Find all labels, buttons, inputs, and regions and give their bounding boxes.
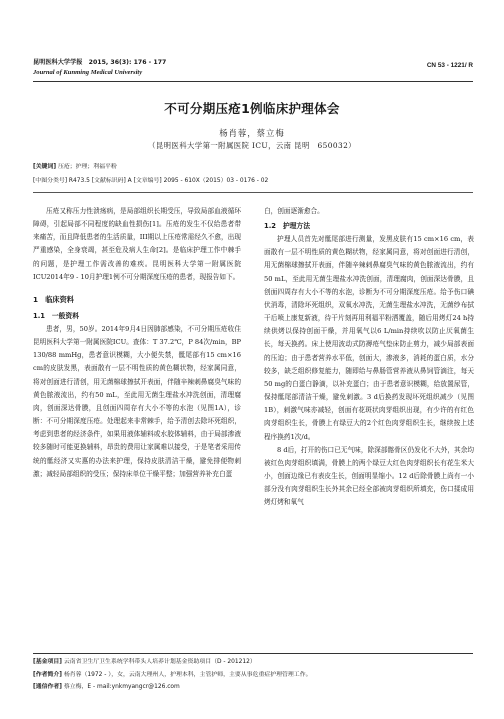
cn-code: CN 53 - 1221/ R [426,62,473,69]
footnote-line [33,681,473,694]
subsection-heading: 1.2 护理方法 [264,222,311,231]
footnote-divider [33,653,473,654]
subsection-heading: 1.1 一般资料 [33,311,80,320]
keywords-divider [33,192,473,193]
body-column-left [33,205,241,481]
section-heading: 1 临床资料 [33,294,74,304]
body-paragraph: 患者，男，50岁。2014年9月4日因肺部感染，不可分期压疮收住昆明医科大学第一附属医院ICU。查体：T 37.2℃，P 84次/min，BP 130/88 mmHg，患者意识模糊，大小便失禁，骶尾部有15 cm×16 cm的皮肤发黑，表面散有一层不明性质的黄色糊状物，经家属同意，将对创面进行清创，用无菌棉球擦拭开表面，伴随辛辣刺鼻腐臭气味的黄色脓液流出，约有50 mL，至此用无菌生理盐水冲洗创面，清理腐肉，创面深达骨膜，且创面四周存有大小不等的水泡（见图1A），诊断：不可分期深度压疮。处理起来非常棘手，给予清创去除坏死组织，考虑到患者的经济条件，如果用液体辅料或水胶体辅料，由于局部渗液较多随时可能更换辅料，昂贵的费用让家属难以接受，于是笔者采用传统的骶经济又实惠的办法来护理，保持皮肤清洁干燥，避免排便物刺激；减轻局部组织的受压；保持床单位干燥平整；加强营养补充白蛋 [33,324,241,478]
footnote-text: 蔡立梅，E - mail:ynkmyangcr@126.com [61,684,180,691]
footnote-line [33,669,473,682]
body-paragraph: 8 d后，打开的伤口已无气味，除深部髂骨区仍发化不大外，其余均被红色肉芽组织填满，骨膜上的两个绿豆大红色肉芽组织长有花生米大小，创面边缘已有表皮生长，创面明显缩小。12 d后除骨膜上尚有一小部分没有肉芽组织生长外其余已经全部被肉芽组织所填充，伤口揉成用烤灯烤和氧气 [264,445,474,507]
journal-title-en: Journal of Kunming Medical University [33,69,143,76]
classification-line: [中图分类号] R473.5 [文献标识码] A [文章编号] 2095 - 610X（2015）03 - 0176 - 02 [33,178,269,184]
journal-header [33,58,473,78]
footnote-line [33,656,473,669]
body-paragraph: 压疮又称压力性溃疡病，是局部组织长期受压，导致局部血液循环障碍，引起局部不同程度的缺血性损伤[1]。压疮的发生不仅给患者带来痛苦，而且降低患者的生活质量，III期以上压疮常需经久不愈，出现严重感染，全身衰竭，甚至危及病人生命[2]。是临床护理工作中棘手的问题，是护理工作需改善的难疾。昆明医科大学第一附属医院ICU2014年9 - 10月护理1例不可分期深度压疮的患者，现报告如下。 [33,207,241,281]
header-divider [33,81,473,82]
footnote-text: 云南省卫生厅卫生系统学科带头人培养计划基金资助项目（D - 201212） [61,659,256,665]
footnote-text: 杨肖蓉（1972 - ），女，云南大理州人，护理本科，主管护师，主要从事危重症护理管理工作。 [61,671,312,678]
body-paragraph: 护理人员首先对骶尾部进行测量，发黑皮肤有15 cm×16 cm，表面散有一层不明性质的黄色糊状物，经家属同意，将对创面进行清创，用无菌棉球擦拭开表面，伴随辛辣刺鼻腐臭气味的黄色脓液流出，约有50 mL，至此用无菌生理盐水冲洗创面，清理腐肉，创面深达骨膜，且创面四周存有大小不等的水泡，诊断为不可分期深度压疮。给予伤口碘伏消毒，清除坏死组织，双氧水冲洗，无菌生理盐水冲洗，无菌纱布拭干后喷上康复新液，待干片刻再用利福平粉洒覆盖，随后用烤灯24 h持续供烤以保持创面干燥，并用氧气以6 L/min持续吹以防止厌氧菌生长，每天换药。床上使用波动式防褥疮气垫床防止剪力，减少局部表面的压迫；由于患者营养水平低，创面大，渗液多，消耗的蛋白质，水分较多，缺乏组织修复能力，随即给与鼻肠管营养液从鼻饲管滴注，每天50 mg的白蛋白静滴，以补充蛋白；由于患者意识模糊，给放置尿管，保持骶尾部清洁干燥，避免刺激。3 d后换药发现坏死组织减少（见图1B），刺激气味亦减轻，创面有花斑状肉芽组织出现，有少许的有红色肉芽组织生长，骨膜上有绿豆大的2个红色肉芽组织生长，继续按上述程序换药1次/d。 [264,235,474,441]
article-authors: 杨肖蓉，蔡立梅 [219,128,285,138]
keywords-label: [关键词] [33,164,57,170]
footnotes [33,656,473,694]
keywords-line [33,160,473,174]
article-affiliation: （昆明医科大学第一附属医院 ICU，云南 昆明 650032） [148,141,356,150]
footnote-label: [基金项目] [33,659,62,665]
body-paragraph: 白，创面逐渐愈合。 [264,207,324,215]
journal-title-cn: 昆明医科大学学报 2015, 36(3): 176 - 177 [33,59,167,66]
body-column-right [264,205,474,509]
footnote-label: [通信作者] [33,684,62,691]
keywords-block [33,160,473,188]
article-title: 不可分期压疮1例临床护理体会 [164,101,340,116]
footnote-label: [作者简介] [33,671,62,678]
keywords-text: 压疮；护理；利福平粉 [57,164,117,170]
